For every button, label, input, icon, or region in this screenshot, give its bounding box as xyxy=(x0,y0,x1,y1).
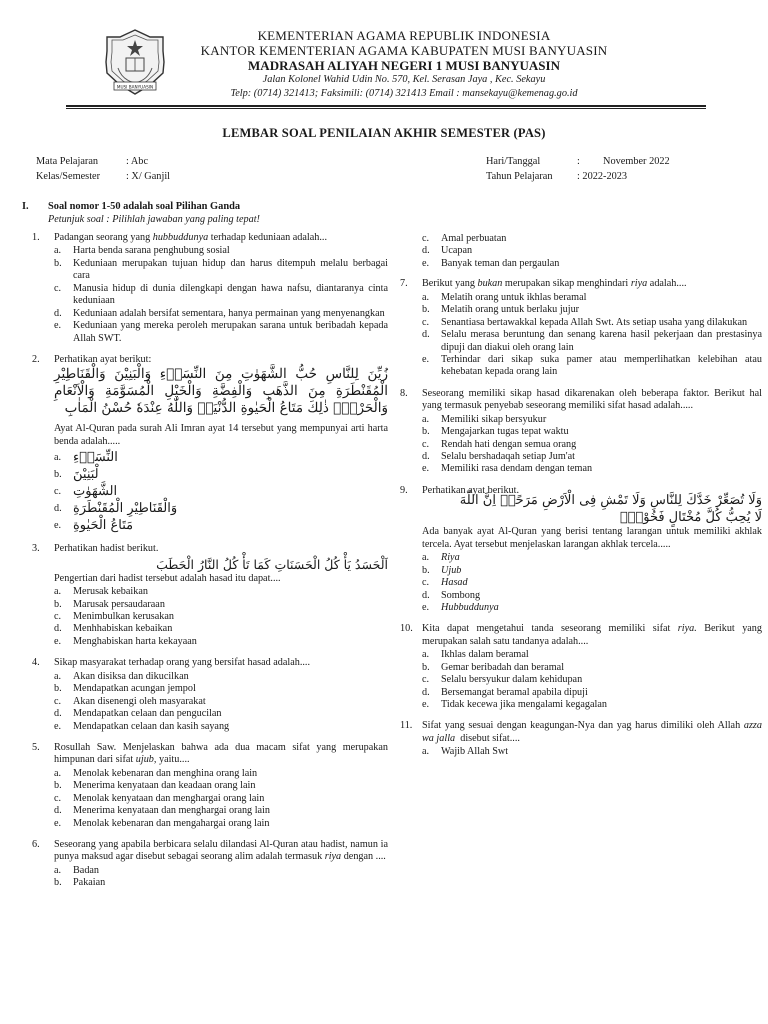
option-item[interactable]: c. Selalu bersyukur dalam kehidupan xyxy=(422,674,583,686)
option-item[interactable]: a. Akan disiksa dan dikucilkan xyxy=(54,670,189,682)
question-number: 8. xyxy=(400,387,408,399)
letterhead-divider-thin xyxy=(66,108,706,109)
question-stem: Sikap masyarakat terhadap orang yang bersifat hasad adalah.... xyxy=(54,657,311,669)
option-item[interactable]: c. Manusia hidup di dunia dilengkapi dengan hawa nafsu, diantaranya cinta keduniaan xyxy=(54,282,388,307)
option-item[interactable]: d. Keduniaan adalah bersifat sementara, hanya permainan yang menyenangkan xyxy=(54,307,385,319)
document-title: LEMBAR SOAL PENILAIAN AKHIR SEMESTER (PAS) xyxy=(222,126,546,140)
option-item[interactable]: b. Menerima kenyataan dan keadaan orang lain xyxy=(54,780,256,792)
option-item[interactable]: e. Memiliki rasa dendam dengan teman xyxy=(422,463,593,475)
info-left xyxy=(36,154,170,184)
option-item[interactable]: e. Menolak kebenaran dan mengahargai orang lain xyxy=(54,817,270,829)
subject-label: Mata Pelajaran xyxy=(36,156,99,167)
section-number: I. xyxy=(22,201,29,212)
option-item[interactable]: e. Terhindar dari sikap suka pamer atau memperlihatkan kelebihan atau kehebatan kepada orang lain xyxy=(422,353,762,378)
class-value: : X/ Ganjil xyxy=(126,171,171,182)
option-item[interactable]: b. Gemar beribadah dan beramal xyxy=(422,661,565,673)
option-item[interactable]: c. Menimbulkan kerusakan xyxy=(54,611,174,622)
option-list xyxy=(32,768,388,830)
option-item[interactable]: a. Menolak kebenaran dan menghina orang lain xyxy=(54,767,258,779)
date-value: : November 2022 xyxy=(577,156,670,167)
subject-value: : Abc xyxy=(126,156,149,167)
option-item[interactable]: e. Tidak kecewa jika mengalami kegagalan xyxy=(422,699,607,710)
quran-verse-continued: لَا يُحِبُّ كُلَّ مُخْتَالٍ فَخُوْرٍۚ xyxy=(619,510,762,526)
question-3 xyxy=(32,543,388,648)
question-number: 5. xyxy=(32,741,40,753)
option-item[interactable]: d. Selalu bershadaqah setiap Jum'at xyxy=(422,451,575,462)
question-11 xyxy=(400,720,762,758)
option-item[interactable]: b. Keduniaan merupakan tujuan hidup dan harus ditempuh melalu berbagai cara xyxy=(54,257,388,282)
year-value: : 2022-2023 xyxy=(577,171,628,182)
question-number: 11. xyxy=(400,720,413,732)
option-item[interactable]: e. Keduniaan yang mereka peroleh merupakan sarana untuk beribadah kepada Allah SWT. xyxy=(54,320,388,344)
option-item[interactable]: d. Mendapatkan celaan dan pengucilan xyxy=(54,708,222,720)
letterhead xyxy=(168,28,640,101)
option-item[interactable]: d. Sombong xyxy=(422,589,481,601)
left-column xyxy=(32,232,388,899)
option-list xyxy=(400,552,762,614)
option-item[interactable]: c. Rendah hati dengan semua orang xyxy=(422,438,577,450)
option-item[interactable]: b. Mengajarkan tugas tepat waktu xyxy=(422,426,569,438)
option-item[interactable]: a. Wajib Allah Swt xyxy=(422,746,509,758)
option-list xyxy=(32,865,388,890)
option-item[interactable]: d. Selalu merasa beruntung dan senang karena hasil pekerjaan dan prestasinya dipuji dan diakui oleh orang lain xyxy=(422,329,762,353)
question-stem: Rosullah Saw. Menjelaskan bahwa ada dua macam sifat yang merupakan himpunan dari sifat ujub, yaitu.... xyxy=(54,741,388,766)
question-body: Pengertian dari hadist tersebut adalah hasad itu dapat.... xyxy=(54,572,281,584)
option-item[interactable]: e. Hubbuddunya xyxy=(422,601,499,613)
date-label: Hari/Tanggal xyxy=(486,156,541,167)
question-number: 4. xyxy=(32,657,40,669)
option-item[interactable]: a. Memiliki sikap bersyukur xyxy=(422,413,547,425)
question-number: 6. xyxy=(32,839,40,850)
option-item[interactable]: a. Badan xyxy=(54,864,100,876)
option-item[interactable]: c. Menolak kenyataan dan menghargai orang lain xyxy=(54,792,265,804)
letterhead-divider xyxy=(66,105,706,107)
option-list xyxy=(32,245,388,345)
question-9 xyxy=(400,485,762,615)
question-7 xyxy=(400,278,762,379)
question-6 xyxy=(32,839,388,890)
option-item[interactable]: e. مَتَاعُ الْحَيٰوةِ xyxy=(54,518,134,534)
option-item[interactable]: e. Mendapatkan celaan dan kasih sayang xyxy=(54,720,230,732)
option-item[interactable]: d. Bersemangat beramal apabila dipuji xyxy=(422,686,588,698)
question-10 xyxy=(400,623,762,711)
school-name: MADRASAH ALIYAH NEGERI 1 MUSI BANYUASIN xyxy=(248,58,560,73)
option-item[interactable]: e. Banyak teman dan pergaulan xyxy=(422,257,560,269)
question-stem: Seseorang yang apabila berbicara selalu dilandasi Al-Quran atau hadist, namun ia punya maksud agar disebut sebagai seorang alim adalah termasuk riya dengan .... xyxy=(54,839,388,863)
question-stem: Kita dapat mengetahui tanda seseorang memiliki sifat riya. Berikut yang merupakan salah satu tandanya adalah.... xyxy=(422,623,762,647)
question-stem: Seseorang memiliki sikap hasad dikarenakan oleh beberapa faktor. Berikut hal yang termasuk penyebab seseorang memiliki sifat hasad adalah..... xyxy=(422,387,762,412)
option-list xyxy=(400,414,762,476)
option-item[interactable]: a. النِّسَاۤءِ xyxy=(54,450,118,466)
option-item[interactable]: b. Melatih orang untuk berlaku jujur xyxy=(422,304,580,316)
question-stem: Perhatikan ayat berikut. xyxy=(422,484,520,496)
quran-verse: وَلَا تُصَعِّرْ خَدَّكَ لِلنَّاسِ وَلَا تَمْشِ فِى الْاَرْضِ مَرَحًاۗ اِنَّ اللّٰهَ xyxy=(459,493,762,509)
option-list xyxy=(32,449,388,534)
section-heading xyxy=(22,201,382,226)
option-item[interactable]: c. Akan disenengi oleh masyarakat xyxy=(54,695,206,707)
question-stem: Padangan seorang yang hubbuddunya terhadap keduniaan adalah... xyxy=(54,232,328,243)
question-number: 3. xyxy=(32,543,40,555)
question-stem: Perhatikan hadist berikut. xyxy=(54,543,159,555)
question-number: 9. xyxy=(400,484,408,496)
question-stem: Sifat yang sesuai dengan keagungan-Nya dan yag harus dimiliki oleh Allah azza wa jalla disebut sifat.... xyxy=(422,720,762,744)
question-5 xyxy=(32,742,388,830)
question-number: 10. xyxy=(400,623,413,635)
option-item[interactable]: b. Ujub xyxy=(422,564,462,576)
option-list xyxy=(400,746,762,758)
option-item[interactable]: c. Senantiasa bertawakkal kepada Allah Swt. Ats setiap usaha yang dilakukan xyxy=(422,316,748,328)
year-label: Tahun Pelajaran xyxy=(486,171,553,182)
question-stem: Perhatikan ayat berikut: xyxy=(54,353,152,365)
question-number: 7. xyxy=(400,278,408,290)
ministry-name: KEMENTERIAN AGAMA REPUBLIK INDONESIA xyxy=(257,28,551,43)
question-body: Ayat Al-Quran pada surah Ali Imran ayat 14 tersebut yang mempunyai arti harta benda adalah..... xyxy=(54,423,388,447)
info-right xyxy=(486,154,670,184)
kemenag-logo-icon xyxy=(104,28,166,96)
question-6-continued xyxy=(400,233,762,270)
school-contact: Telp: (0714) 321413; Faksimili: (0714) 321413 Email : mansekayu@kemenag.go.id xyxy=(230,88,578,99)
question-stem: Berikut yang bukan merupakan sikap menghindari riya adalah.... xyxy=(422,278,687,290)
class-label: Kelas/Semester xyxy=(36,171,101,182)
question-body: Ada banyak ayat Al-Quran yang berisi tentang larangan untuk memiliki akhlak tercela. Ayat tersebut menjelaskan larangan akhlak tercela..... xyxy=(422,526,762,550)
question-8 xyxy=(400,388,762,476)
option-item[interactable]: d. Menerima kenyataan dan menghargai orang lain xyxy=(54,805,270,817)
right-column xyxy=(400,232,762,768)
option-item[interactable]: a. Harta benda sarana penghubung sosial xyxy=(54,245,230,257)
option-item[interactable]: a. Riya xyxy=(422,552,460,564)
question-number: 2. xyxy=(32,353,40,365)
option-item[interactable]: a. Melatih orang untuk ikhlas beramal xyxy=(422,291,587,303)
question-1 xyxy=(32,232,388,345)
quran-verse: زُيِّنَ لِلنَّاسِ حُبُّ الشَّهَوٰتِ مِنَ النِّسَاۤءِ وَالْبَنِيْنَ وَالْقَنَاطِيْرِ الْمُقَنْطَرَةِ مِنَ الذَّهَبِ وَالْفِضَّةِ وَالْخَيْلِ الْمُسَوَّمَةِ وَالْاَنْعَامِ وَالْحَرْثِۗ ذٰلِكَ مَتَاعُ الْحَيٰوةِ الدُّنْيَاۗ وَاللّٰهُ عِنْدَهٗ حُسْنُ الْمَاٰبِ xyxy=(54,366,388,417)
question-number: 1. xyxy=(32,232,40,243)
hadith-text: اَلْحَسَدُ يَأْ كُلُ الْحَسَنَاتِ كَمَا تَأْ كُلُ النَّارُ الْحَطَبَ xyxy=(156,556,388,572)
option-item[interactable]: b. Marusak persaudaraan xyxy=(54,598,165,610)
section-title: Soal nomor 1-50 adalah soal Pilihan Ganda xyxy=(48,201,241,212)
option-item[interactable]: c. الشَّهَوٰتِ xyxy=(54,484,118,500)
option-list xyxy=(400,292,762,379)
option-list xyxy=(32,671,388,733)
option-item[interactable]: c. Amal perbuatan xyxy=(422,233,507,244)
option-item[interactable]: b. لْبَنِيْنَ xyxy=(54,467,99,483)
question-2 xyxy=(32,354,388,534)
school-address: Jalan Kolonel Wahid Udin No. 570, Kel. Serasan Jaya , Kec. Sekayu xyxy=(262,74,546,85)
logo-caption: MUSI BANYUASIN xyxy=(116,84,154,90)
option-item[interactable]: c. Hasad xyxy=(422,577,468,589)
option-item[interactable]: b. Pakaian xyxy=(54,877,106,889)
option-item[interactable]: e. Menghabiskan harta kekayaan xyxy=(54,635,197,647)
option-list xyxy=(32,586,388,648)
option-item[interactable]: a. Merusak kebaikan xyxy=(54,586,148,598)
option-list xyxy=(400,233,762,270)
question-4 xyxy=(32,657,388,733)
option-item[interactable]: a. Ikhlas dalam beramal xyxy=(422,649,529,661)
section-instruction: Petunjuk soal : Pilihlah jawaban yang paling tepat! xyxy=(48,213,260,225)
option-list xyxy=(400,649,762,711)
office-name: KANTOR KEMENTERIAN AGAMA KABUPATEN MUSI BANYUASIN xyxy=(200,43,608,58)
option-item[interactable]: b. Mendapatkan acungan jempol xyxy=(54,683,196,695)
option-item[interactable]: d. Menhhabiskan kebaikan xyxy=(54,623,173,635)
option-item[interactable]: d. Ucapan xyxy=(422,245,473,257)
option-item[interactable]: d. وَالْقَنَاطِيْرِ الْمُقَنْطَرَةِ xyxy=(54,501,178,517)
